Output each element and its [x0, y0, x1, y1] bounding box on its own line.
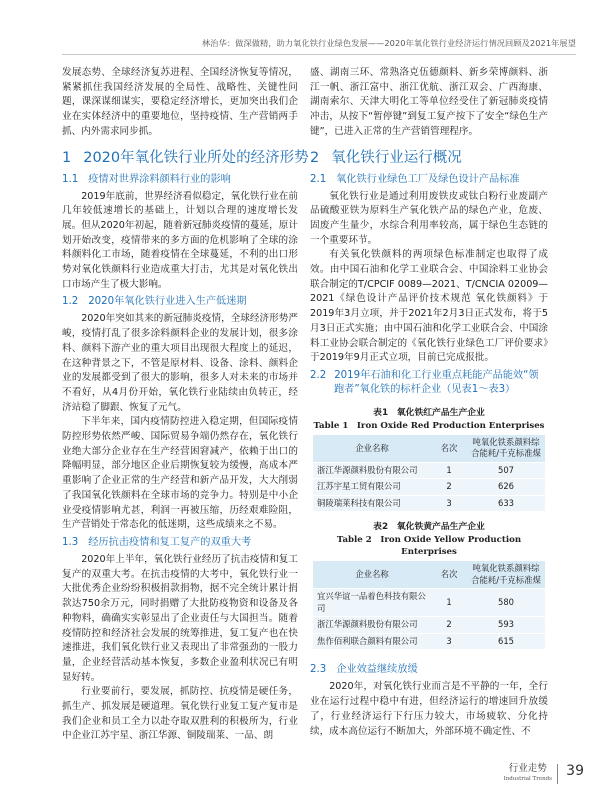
subsection-2-3-heading [310, 663, 548, 677]
magazine-name [504, 764, 552, 784]
subsection-1-2-heading [62, 295, 298, 309]
table-caption-en: Table 1 Iron Oxide Red Production Enterprises [313, 420, 545, 431]
table-caption-cn: 表1 氧化铁红产品生产企业 [373, 407, 485, 418]
header-divider [62, 54, 576, 55]
paragraph: 2020年突如其来的新冠肺炎疫情，全球经济形势严峻，疫情打乱了很多涂料颜料企业的发展计划，很多涂料、颜料下游产业的重大项目出现很大程度上的延迟，在这种背景之下，不管是原材料、设备、涂料、颜料企业的发展都受到了很大的影响，很多人对未来的市场并不看好，从4月份开始，氧化铁行业陆续由负转正，经济站稳了脚跟、恢复了元气。 [62, 313, 298, 413]
subsection-number: 2.3 [310, 664, 327, 676]
section-number: 2 [310, 149, 320, 166]
table-cell: 2 [431, 617, 467, 634]
table-cell: 1 [431, 462, 467, 479]
section-title: 氧化铁行业运行概况 [331, 149, 462, 166]
table-cell: 3 [431, 495, 467, 511]
subsection-2-2-heading [310, 369, 548, 397]
subsection-title: 企业效益继续放缓 [336, 664, 418, 676]
running-title: 林治华：做深做精，助力氧化铁行业绿色发展——2020年氧化铁行业经济运行情况回顾及2021年展望 [202, 38, 576, 48]
section-1-heading [62, 149, 309, 167]
table-cell: 593 [467, 617, 545, 634]
section-title: 2020年氧化铁行业所处的经济形势 [83, 149, 309, 166]
column-header: 吨氧化铁系颜料综合能耗/千克标准煤 [467, 435, 545, 463]
paragraph: 氧化铁行业是通过利用废铁皮或钛白粉行业废副产品硫酸亚铁为原料生产氧化铁产品的绿色产业，危废、固废产生量少，水综合利用率较高，属于绿色生态链的一个重要环节。 [310, 190, 548, 246]
table-1-caption [310, 407, 548, 432]
page-header [0, 0, 600, 62]
column-header: 企业名称 [313, 435, 431, 463]
table-cell: 626 [467, 479, 545, 496]
subsection-2-1-heading [310, 173, 548, 187]
table-cell: 铜陵瑞莱科技有限公司 [313, 495, 431, 511]
section-2-heading [310, 149, 548, 167]
subsection-number: 2.2 [310, 369, 327, 381]
subsection-title: 疫情对世界涂料颜料行业的影响 [88, 173, 231, 185]
subsection-number: 1.2 [62, 296, 79, 308]
magazine-name-en: Industrial Trends [503, 776, 552, 782]
subsection-number: 1.3 [62, 536, 79, 548]
table-row [313, 617, 545, 634]
table-caption-en: Table 2 Iron Oxide Yellow Production Enterprises [336, 535, 522, 558]
subsection-1-1-heading [62, 173, 298, 187]
section-number: 1 [62, 149, 72, 166]
magazine-name-cn: 行业走势 [508, 763, 547, 774]
subsection-title: 氧化铁行业绿色工厂及绿色设计产品标准 [336, 173, 520, 185]
paragraph: 行业要前行，要发展，抓防控、抗疫情是硬任务，抓生产、抓发展是硬道理。氧化铁行业复工复产复市是我们企业和员工全力以赴夺取双胜利的积极所为，行业中企业江苏宇星、浙江华源、铜陵瑞莱、一品、朗 [62, 686, 298, 742]
paragraph: 2020年，对氧化铁行业而言是不平静的一年，全行业在运行过程中稳中有进，但经济运行的增速回升放缓了，行业经济运行下行压力较大，市场疲软、分化持续，成本高位运行不断加大，外部环境不确定性、不 [310, 681, 548, 737]
table-header-row [313, 561, 545, 589]
footer-divider [557, 764, 558, 784]
left-column [62, 66, 309, 744]
subsection-title: 2020年氧化铁行业进入生产低迷期 [88, 296, 247, 308]
table-caption-cn: 表2 氧化铁黄产品生产企业 [373, 522, 485, 533]
table-cell: 浙江华源颜料股份有限公司 [313, 617, 431, 634]
table-cell: 580 [467, 589, 545, 617]
table-cell: 2 [431, 479, 467, 496]
subsection-title: 2019年石油和化工行业重点耗能产品能效“领跑者”氧化铁的标杆企业（见表1～表3） [334, 369, 539, 395]
table-row [313, 495, 545, 511]
table-row [313, 479, 545, 496]
page-number: 39 [566, 763, 584, 779]
table-cell: 宜兴华谊一品着色科技有限公司 [313, 589, 431, 617]
paragraph: 下半年来，国内疫情防控进入稳定期，但国际疫情防控形势依然严峻、国际贸易争端仍然存在，氧化铁行业绝大部分企业存在生产经营困窘减产，依赖于出口的降幅明显，部分地区企业后期恢复较为缓慢，高成本严重影响了企业正常的生产经营和新产品开发，大大削弱了我国氧化铁颜料在全球市场的竞争力。特别是中小企业受疫情影响尤甚，利润一再被压缩，历经艰难险阻，生产营销处于常态化的低迷期，这些成绩来之不易。 [62, 416, 298, 531]
subsection-1-3-heading [62, 536, 298, 550]
table-cell: 633 [467, 495, 545, 511]
table-cell: 江苏宇星工贸有限公司 [313, 479, 431, 496]
table-header-row [313, 435, 545, 463]
table-2 [313, 561, 545, 649]
table-1 [313, 435, 545, 512]
table-row [313, 589, 545, 617]
table-cell: 1 [431, 589, 467, 617]
paragraph: 2019年底前，世界经济看似稳定，氧化铁行业在前几年较低速增长的基础上，计划以合理的速度增长发展。但从2020年初起，随着新冠肺炎疫情的蔓延，原计划开始改变，疫情带来的多方面的危机影响了全球的涂料颜料化工市场，随着疫情在全球蔓延，不利的出口形势对氧化铁颜料行业造成重大打击，尤其是对氧化铁出口市场产生了极大影响。 [62, 190, 298, 290]
column-header: 名次 [431, 561, 467, 589]
paragraph: 有关氧化铁颜料的两项绿色标准制定也取得了成效。由中国石油和化学工业联合会、中国涂料工业协会联合制定的T/CPCIF 0089—2021、T/CNCIA 02009—2021《绿色设计产品评价技术规范 氧化铁颜料》于2019年3月立项，并于2021年2月3日正式发布，将于5月3日正式实施；由中国石油和化学工业联合会、中国涂料工业协会联合制定的《氧化铁行业绿色工厂评价要求》于2019年9月正式立项，目前已完成报批。 [310, 249, 548, 364]
table-cell: 3 [431, 633, 467, 649]
subsection-title: 经历抗击疫情和复工复产的双重大考 [88, 536, 252, 548]
paragraph: 2020年上半年，氧化铁行业经历了抗击疫情和复工复产的双重大考。在抗击疫情的大考中，氧化铁行业一大批优秀企业纷纷积极捐款捐物，据不完全统计累计捐款达750余万元，同时捐赠了大批防疫物资和设备及各种物料，确确实实彰显出了企业责任与大国担当。随着疫情防控和经济社会发展的统筹推进，复工复产也在快速推进，我们氧化铁行业又表现出了非常强劲的一股力量，企业经营活动基本恢复，多数企业盈利状况已有明显好转。 [62, 553, 298, 683]
table-cell: 615 [467, 633, 545, 649]
subsection-number: 1.1 [62, 173, 79, 185]
intro-paragraph: 发展态势、全球经济复苏进程、全国经济恢复等情况，紧紧抓住我国经济发展的全局性、战略性、关键性问题，课深谋细谋实，要稳定经济增长，更加突出我们企业在实体经济中的重要地位，坚持疫情、生产营销两手抓、内外需求同步抓。 [62, 67, 298, 137]
column-header: 名次 [431, 435, 467, 463]
table-row [313, 462, 545, 479]
table-cell: 507 [467, 462, 545, 479]
table-cell: 浙江华源颜料股份有限公司 [313, 462, 431, 479]
continued-paragraph: 盛、湖南三环、常熟洛克伍德颜料、新乡荣博颜料、浙江一帆、浙江富中、浙江优航、浙江双会、广西海康、湖南索尔、天津大明化工等单位经受住了新冠肺炎疫情冲击，从按下“暂停键”到复工复产按下了安全“绿色生产键”，已进入正常的生产营销管理程序。 [310, 67, 548, 137]
subsection-number: 2.1 [310, 173, 327, 185]
table-row [313, 633, 545, 649]
table-cell: 焦作佰利联合颜料有限公司 [313, 633, 431, 649]
right-column [310, 66, 548, 739]
column-header: 企业名称 [313, 561, 431, 589]
table-2-caption [310, 521, 548, 558]
column-header: 吨氧化铁系颜料综合能耗/千克标准煤 [467, 561, 545, 589]
